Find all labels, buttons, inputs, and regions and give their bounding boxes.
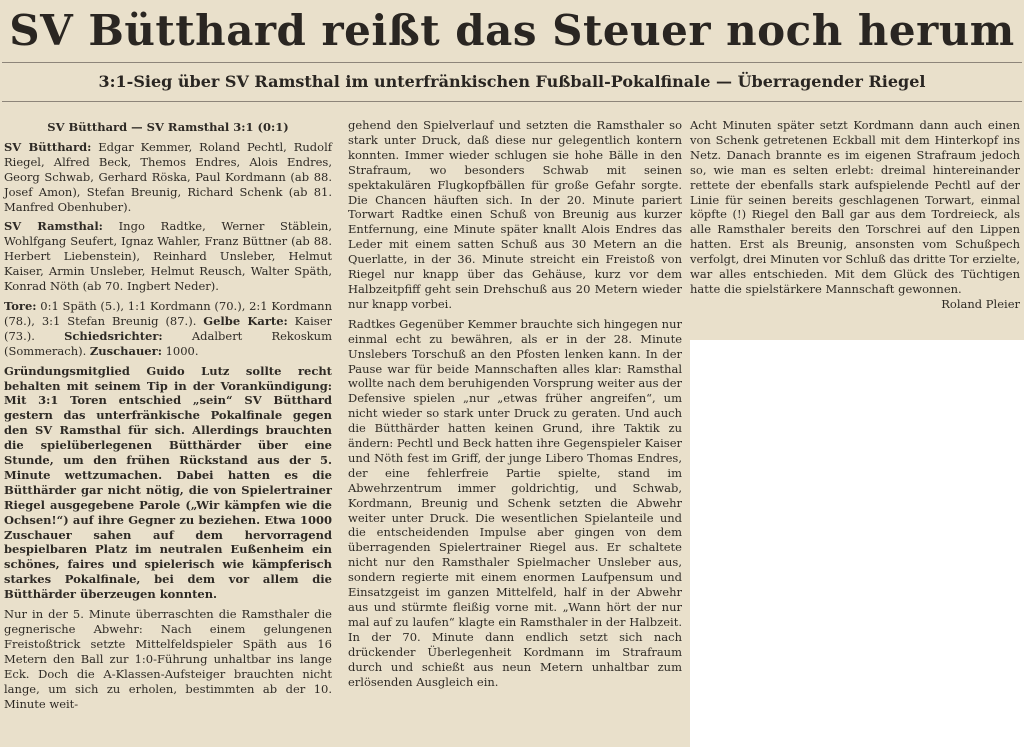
- article-column-1: [4, 120, 332, 716]
- spectators-label: Zuschauer:: [89, 343, 162, 358]
- subtitle: 3:1-Sieg über SV Ramsthal im unterfränkischen Fußball-Pokalfinale — Überragender Riegel: [98, 72, 926, 91]
- goals-label: Tore:: [4, 298, 37, 313]
- blank-area: [690, 340, 1024, 747]
- goals-text: 0:1 Späth (5.), 1:1 Kordmann (70.), 2:1 Kordmann (78.), 3:1 Stefan Breunig (87.).: [4, 298, 332, 328]
- lineup-buetthard-text: Edgar Kemmer, Roland Pechtl, Rudolf Riegel, Alfred Beck, Themos Endres, Alois Endres, Georg Schwab, Gerhard Röska, Paul Kordmann (ab 88. Josef Amon), Stefan Breunig, Richard Schenk (ab 81. Manfred Obenhuber).: [4, 139, 333, 214]
- referee-text: Adalbert Rekoskum (Sommerach).: [4, 328, 332, 358]
- author-byline: Roland Pleier: [941, 296, 1020, 311]
- lineup-buetthard: [4, 140, 332, 215]
- team-label-ramsthal: SV Ramsthal:: [4, 219, 103, 234]
- article-column-3: [690, 118, 1020, 317]
- spectators-text: 1000.: [161, 343, 199, 358]
- lineup-ramsthal-text: Ingo Radtke, Werner Stäblein, Wohlfgang Seufert, Ignaz Wahler, Franz Büttner (ab 88. Herbert Liebenstein), Reinhard Unsleber, Helmut Kaiser, Armin Unsleber, Helmut Reusch, Walter Späth, Konrad Nöth (ab 70. Ingbert Neder).: [4, 219, 332, 294]
- lineup-ramsthal: [4, 219, 332, 294]
- article-column-2: [348, 118, 682, 694]
- match-facts: [4, 299, 332, 359]
- paragraph: gehend den Spielverlauf und setzten die Ramsthaler so stark unter Druck, daß diese nur gelegentlich kontern konnten. Immer wieder schlugen sie hohe Bälle in den Strafraum, wo besonders Schwab mit seinen spektakulären Flugkopfbällen für große Gefahr sorgte. Die Chancen häuften sich. In der 20. Minute pariert Torwart Radtke einen Schuß von Breunig aus kurzer Entfernung, eine Minute später knallt Alois Endres das Leder mit einem satten Schuß aus 30 Metern an die Querlatte, in der 36. Minute streicht ein Freistoß von Riegel nur knapp über das Gehäuse, kurz vor dem Halbzeitpfiff geht sein Drehschuß aus 20 Metern wieder nur knapp vorbei.: [348, 118, 682, 311]
- referee-label: Schiedsrichter:: [64, 328, 163, 343]
- lead-paragraph: Gründungsmitglied Guido Lutz sollte recht behalten mit seinem Tip in der Vorankündigung: Mit 3:1 Toren entschied „sein“ SV Bütthard gestern das unterfränkische Pokalfinale gegen den SV Ramsthal für sich. Allerdings brauchten die spielüberlegenen Bütthärder über eine Stunde, um den frühen Rückstand aus der 5. Minute wettzumachen. Dabei hatten es die Bütthärder gar nicht nötig, die von Spielertrainer Riegel ausgegebene Parole („Wir kämpfen wie die Ochsen!“) auf ihre Gegner zu beziehen. Etwa 1000 Zuschauer sahen auf dem hervorragend bespielbaren Platz im neutralen Eußenheim ein schönes, faires und spielerisch wie kämpferisch starkes Pokalfinale, bei dem vor allem die Bütthärder überzeugen konnten.: [4, 363, 332, 602]
- yellow-card-label: Gelbe Karte:: [203, 313, 288, 328]
- yellow-card-text: Kaiser (73.).: [4, 313, 333, 343]
- paragraph: Acht Minuten später setzt Kordmann dann auch einen von Schenk getretenen Eckball mit dem Hinterkopf ins Netz. Danach brannte es im eigenen Strafraum jedoch so, wie man es selten erlebt: dreimal hintereinander rettete der ebenfalls stark aufspielende Pechtl auf der Linie für seinen bereits geschlagenen Torwart, einmal köpfte (!) Riegel den Ball gar aus dem Tordreieck, als alle Ramsthaler bereits den Torschrei auf den Lippen hatten. Erst als Breunig, ansonsten vom Schußpech verfolgt, drei Minuten vor Schluß das dritte Tor erzielte, war alles entschieden. Mit dem Glück des Tüchtigen hatte die spielstärkere Mannschaft gewonnen.: [690, 118, 1020, 296]
- match-result: SV Bütthard — SV Ramsthal 3:1 (0:1): [47, 120, 289, 134]
- team-label-buetthard: SV Bütthard:: [4, 139, 92, 154]
- subtitle-rule: [2, 101, 1022, 102]
- paragraph: Radtkes Gegenüber Kemmer brauchte sich hingegen nur einmal echt zu bewähren, als er in der 28. Minute Unslebers Torschuß an den Pfosten lenken kann. In der Pause war für beide Mannschaften alles klar: Ramsthal wollte nach dem beruhigenden Vorsprung weiter aus der Defensive spielen „nur „etwas früher angreifen“, um nicht wieder so stark unter Druck zu geraten. Und auch die Bütthärder hatten keinen Grund, ihre Taktik zu ändern: Pechtl und Beck hatten ihre Gegenspieler Kaiser und Nöth fest im Griff, der junge Libero Thomas Endres, der eine fehlerfreie Partie spielte, stand im Abwehrzentrum immer goldrichtig, und Schwab, Kordmann, Breunig und Schenk setzten die Abwehr weiter unter Druck. Die wesentlichen Spielanteile und die entscheidenden Impulse aber gingen von dem überragenden Spielertrainer Riegel aus. Er schaltete nicht nur den Ramsthaler Spielmacher Unsleber aus, sondern regierte mit einem enormen Laufpensum und Einsatzgeist im ganzen Mittelfeld, half in der Abwehr aus und stürmte fleißig vorne mit. „Wann hört der nur mal auf zu laufen“ klagte ein Ramsthaler in der Halbzeit. In der 70. Minute dann endlich setzt sich nach drückender Überlegenheit Kordmann im Strafraum durch und schießt aus neun Metern unhaltbar zum erlösenden Ausgleich ein.: [348, 316, 682, 689]
- headline: SV Bütthard reißt das Steuer noch herum: [9, 6, 1015, 55]
- headline-rule: [2, 62, 1022, 63]
- paragraph: Nur in der 5. Minute überraschten die Ramsthaler die gegnerische Abwehr: Nach einem gelungenen Freistoßtrick setzte Mittelfeldspieler Späth aus 16 Metern den Ball zur 1:0-Führung unhaltbar ins lange Eck. Doch die A-Klassen-Aufsteiger brauchten nicht lange, um sich zu erholen, bestimmten ab der 10. Minute weit-: [4, 607, 332, 711]
